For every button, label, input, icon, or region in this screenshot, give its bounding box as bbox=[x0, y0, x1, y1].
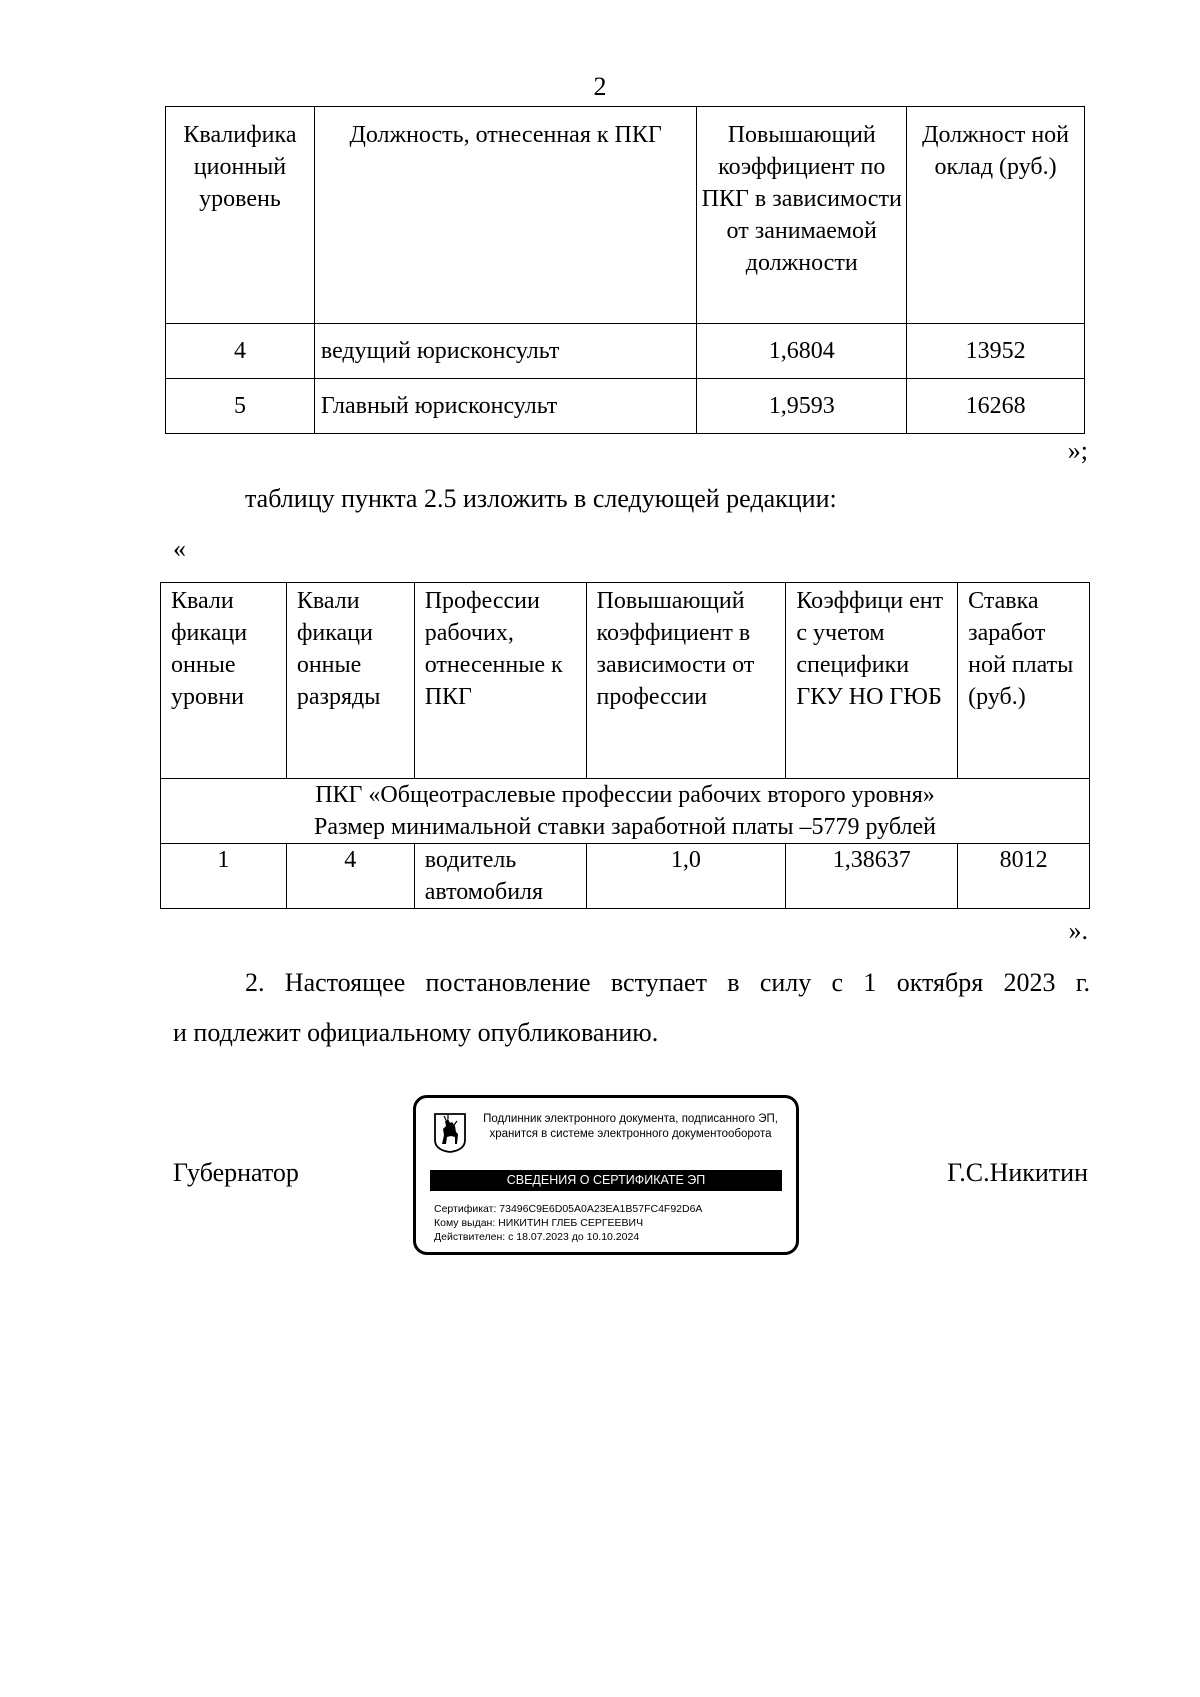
header-levels: Квали фикаци онные уровни bbox=[161, 583, 287, 779]
cell-position: ведущий юрисконсульт bbox=[314, 324, 696, 379]
header-coefficient: Повышающий коэффициент в зависимости от профессии bbox=[586, 583, 786, 779]
cell-coefficient: 1,6804 bbox=[697, 324, 907, 379]
salary-table-positions bbox=[165, 106, 1085, 434]
cell-wage-rate: 8012 bbox=[958, 844, 1090, 909]
cell-salary: 16268 bbox=[907, 379, 1085, 434]
intro-text: таблицу пункта 2.5 изложить в следующей редакции: bbox=[245, 484, 837, 513]
header-salary: Должност ной оклад (руб.) bbox=[907, 107, 1085, 324]
table-header-row bbox=[166, 107, 1085, 324]
salary-table-workers bbox=[160, 582, 1090, 909]
signatory-title: Губернатор bbox=[173, 1158, 299, 1187]
header-grades: Квали фикаци онные разряды bbox=[286, 583, 414, 779]
paragraph-line: и подлежит официальному опубликованию. bbox=[173, 1018, 659, 1047]
cell-profession: водитель автомобиля bbox=[414, 844, 586, 909]
certificate-validity: Действителен: с 18.07.2023 до 10.10.2024 bbox=[434, 1231, 640, 1243]
electronic-signature-stamp bbox=[413, 1095, 799, 1255]
closing-quote: »; bbox=[1067, 436, 1088, 465]
group-title: ПКГ «Общеотраслевые профессии рабочих второго уровня» bbox=[315, 782, 935, 808]
header-wage-rate: Ставка заработ ной платы (руб.) bbox=[958, 583, 1090, 779]
group-minimum-rate: Размер минимальной ставки заработной платы –5779 рублей bbox=[314, 814, 936, 840]
page-number: 2 bbox=[593, 72, 607, 101]
cell-grade: 4 bbox=[286, 844, 414, 909]
group-cell bbox=[161, 779, 1090, 844]
signatory-name: Г.С.Никитин bbox=[947, 1158, 1088, 1187]
cell-salary: 13952 bbox=[907, 324, 1085, 379]
header-professions: Профессии рабочих, отнесенные к ПКГ bbox=[414, 583, 586, 779]
header-position: Должность, отнесенная к ПКГ bbox=[314, 107, 696, 324]
cell-level: 4 bbox=[166, 324, 315, 379]
cell-level: 5 bbox=[166, 379, 315, 434]
certificate-id: Сертификат: 73496C9E6D05A0A23EA1B57FC4F92D6A bbox=[434, 1203, 703, 1215]
header-specific-coefficient: Коэффици ент с учетом специфики ГКУ НО ГЮБ bbox=[786, 583, 958, 779]
table-row bbox=[161, 844, 1090, 909]
stamp-banner: СВЕДЕНИЯ О СЕРТИФИКАТЕ ЭП bbox=[430, 1170, 782, 1191]
cell-coefficient: 1,0 bbox=[586, 844, 786, 909]
cell-coefficient: 1,9593 bbox=[697, 379, 907, 434]
header-coefficient: Повышающий коэффициент по ПКГ в зависимости от занимаемой должности bbox=[697, 107, 907, 324]
closing-quote: ». bbox=[1068, 916, 1088, 945]
paragraph-line: 2. Настоящее постановление вступает в силу с 1 октября 2023 г. bbox=[245, 968, 1090, 997]
group-row bbox=[161, 779, 1090, 844]
table-header-row bbox=[161, 583, 1090, 779]
effective-date-paragraph bbox=[173, 958, 1090, 1058]
stamp-text: Подлинник электронного документа, подписанного ЭП, bbox=[483, 1113, 778, 1125]
stamp-text: хранится в системе электронного документооборота bbox=[489, 1128, 772, 1140]
cell-position: Главный юрисконсульт bbox=[314, 379, 696, 434]
certificate-owner: Кому выдан: НИКИТИН ГЛЕБ СЕРГЕЕВИЧ bbox=[434, 1217, 644, 1229]
cell-level: 1 bbox=[161, 844, 287, 909]
cell-specific-coefficient: 1,38637 bbox=[786, 844, 958, 909]
header-level: Квалифика ционный уровень bbox=[166, 107, 315, 324]
coat-of-arms-icon bbox=[434, 1113, 466, 1153]
opening-quote: « bbox=[173, 534, 186, 563]
table-row bbox=[166, 324, 1085, 379]
table-row bbox=[166, 379, 1085, 434]
